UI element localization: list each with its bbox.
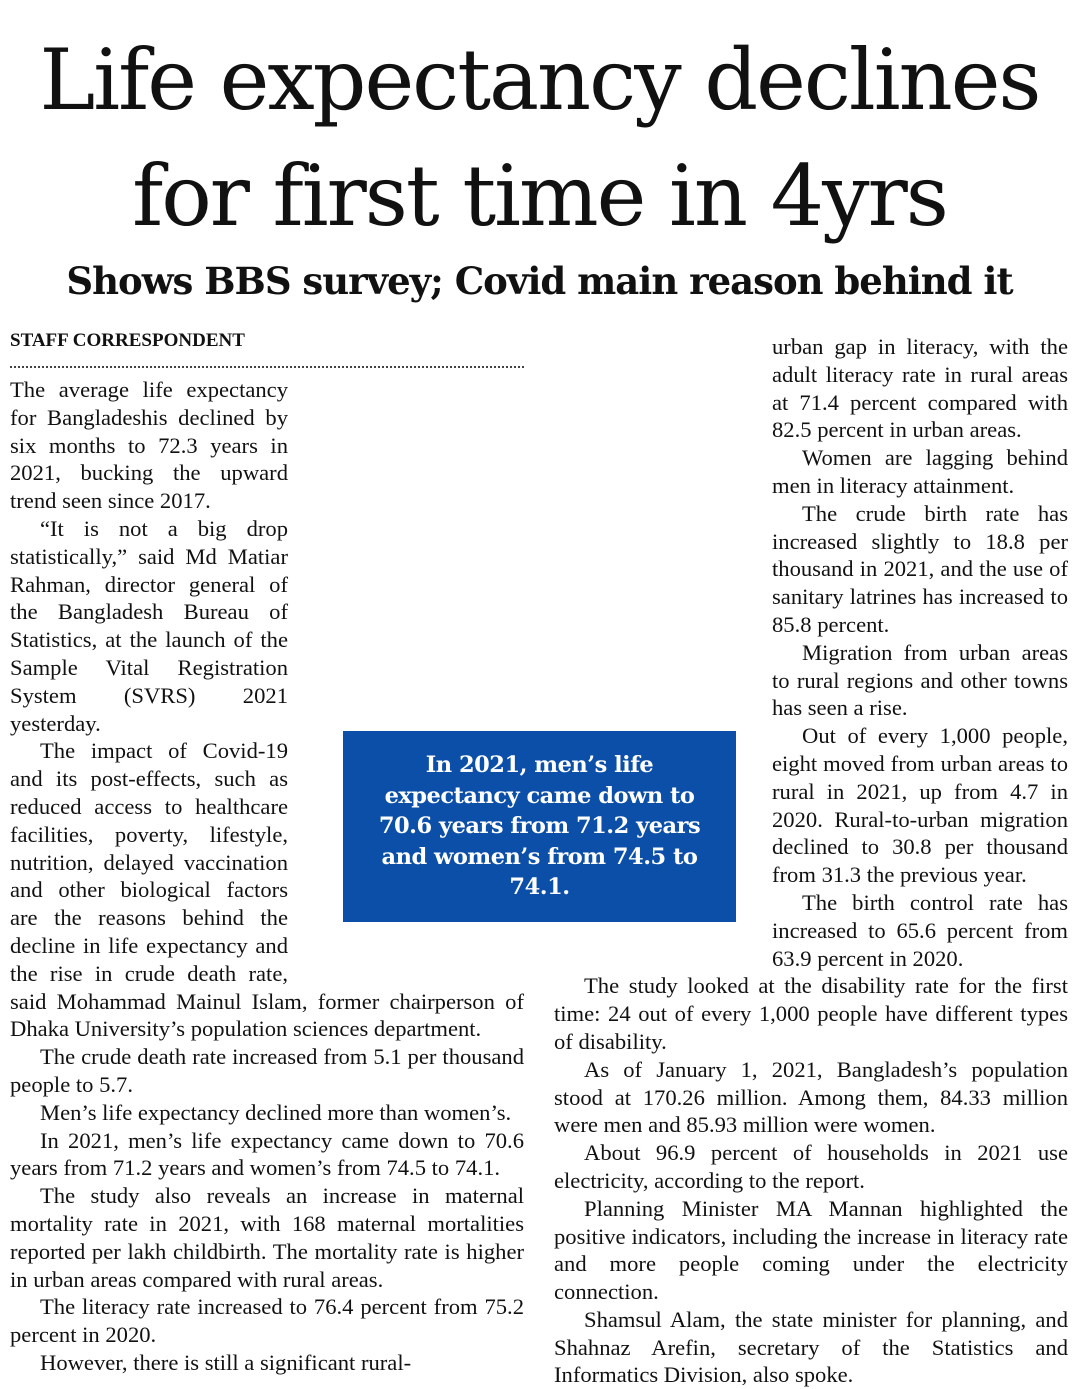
paragraph: urban gap in literacy, with the adult literacy rate in rural areas at 71.4 percent compared with 82.5 percent in urban areas. [772,334,1068,443]
paragraph: Planning Minister MA Mannan highlighted the positive indicators, including the increase in literacy rate and more people coming under the electricity connection. [554,1195,1068,1305]
paragraph: The average life expectancy for Bangladeshis declined by six months to 72.3 years in 2021, bucking the upward trend seen since 2017. [10,377,288,514]
paragraph: However, there is still a significant rural- [40,1349,412,1375]
paragraph: Women are lagging behind men in literacy attainment. [772,445,1068,498]
paragraph: The crude birth rate has increased slightly to 18.8 per thousand in 2021, and the use of sanitary latrines has increased to 85.8 percent. [772,500,1068,637]
paragraph: Migration from urban areas to rural regions and other towns has seen a rise. [772,639,1068,721]
paragraph: About 96.9 percent of households in 2021 use electricity, according to the report. [554,1140,1068,1193]
paragraph: The birth control rate has increased to 65.6 percent from 63.9 percent in 2020. [772,889,1068,971]
pull-quote-text: In 2021, men’s life expectancy came down to 70.6 years from 71.2 years and women’s from 74.5 to 74.1. [378,752,701,901]
headline [0,22,1079,254]
byline: STAFF CORRESPONDENT [10,330,245,351]
paragraph: The study also reveals an increase in maternal mortality rate in 2021, with 168 maternal mortalities reported per lakh childbirth. The mortality rate is higher in urban areas compared with rural areas. [10,1183,524,1292]
byline-divider [10,366,524,368]
pull-quote-box [343,731,736,922]
headline-line-2: for first time in 4yrs [132,147,947,245]
paragraph: The study looked at the disability rate for the first time: 24 out of every 1,000 people have different types of disability. [554,973,1068,1054]
paragraph: As of January 1, 2021, Bangladesh’s population stood at 170.26 million. Among them, 84.33 million were men and 85.93 million were women. [554,1056,1068,1138]
paragraph: Men’s life expectancy declined more than women’s. [40,1099,512,1125]
subheadline: Shows BBS survey; Covid main reason behind it [66,259,1013,303]
paragraph: The literacy rate increased to 76.4 percent from 75.2 percent in 2020. [10,1294,524,1348]
paragraph: Out of every 1,000 people, eight moved from urban areas to rural in 2021, up from 4.7 in 2020. Rural-to-urban migration declined to 30.8 per thousand from 31.3 the previous year. [772,723,1068,888]
paragraph: In 2021, men’s life expectancy came down to 70.6 years from 71.2 years and women’s from 74.5 to 74.1. [10,1127,524,1181]
paragraph: The impact of Covid-19 and its post-effects, such as reduced access to healthcare facilities, poverty, lifestyle, nutrition, delayed vaccination and other biological factors are the reasons behind the decline in life expectancy and the rise in crude death rate, said Mohammad Mainul Islam, former chairperson of Dhaka University’s population sciences department. [10,738,524,1042]
paragraph: The crude death rate increased from 5.1 per thousand people to 5.7. [10,1044,524,1097]
paragraph: “It is not a big drop statistically,” said Md Matiar Rahman, director general of the Bangladesh Bureau of Statistics, at the launch of the Sample Vital Registration System (SVRS) 2021 yesterday. [10,515,288,736]
headline-line-1: Life expectancy declines [39,31,1040,129]
paragraph: Shamsul Alam, the state minister for planning, and Shahnaz Arefin, secretary of the Statistics and Informatics Division, also spoke. [554,1306,1068,1388]
